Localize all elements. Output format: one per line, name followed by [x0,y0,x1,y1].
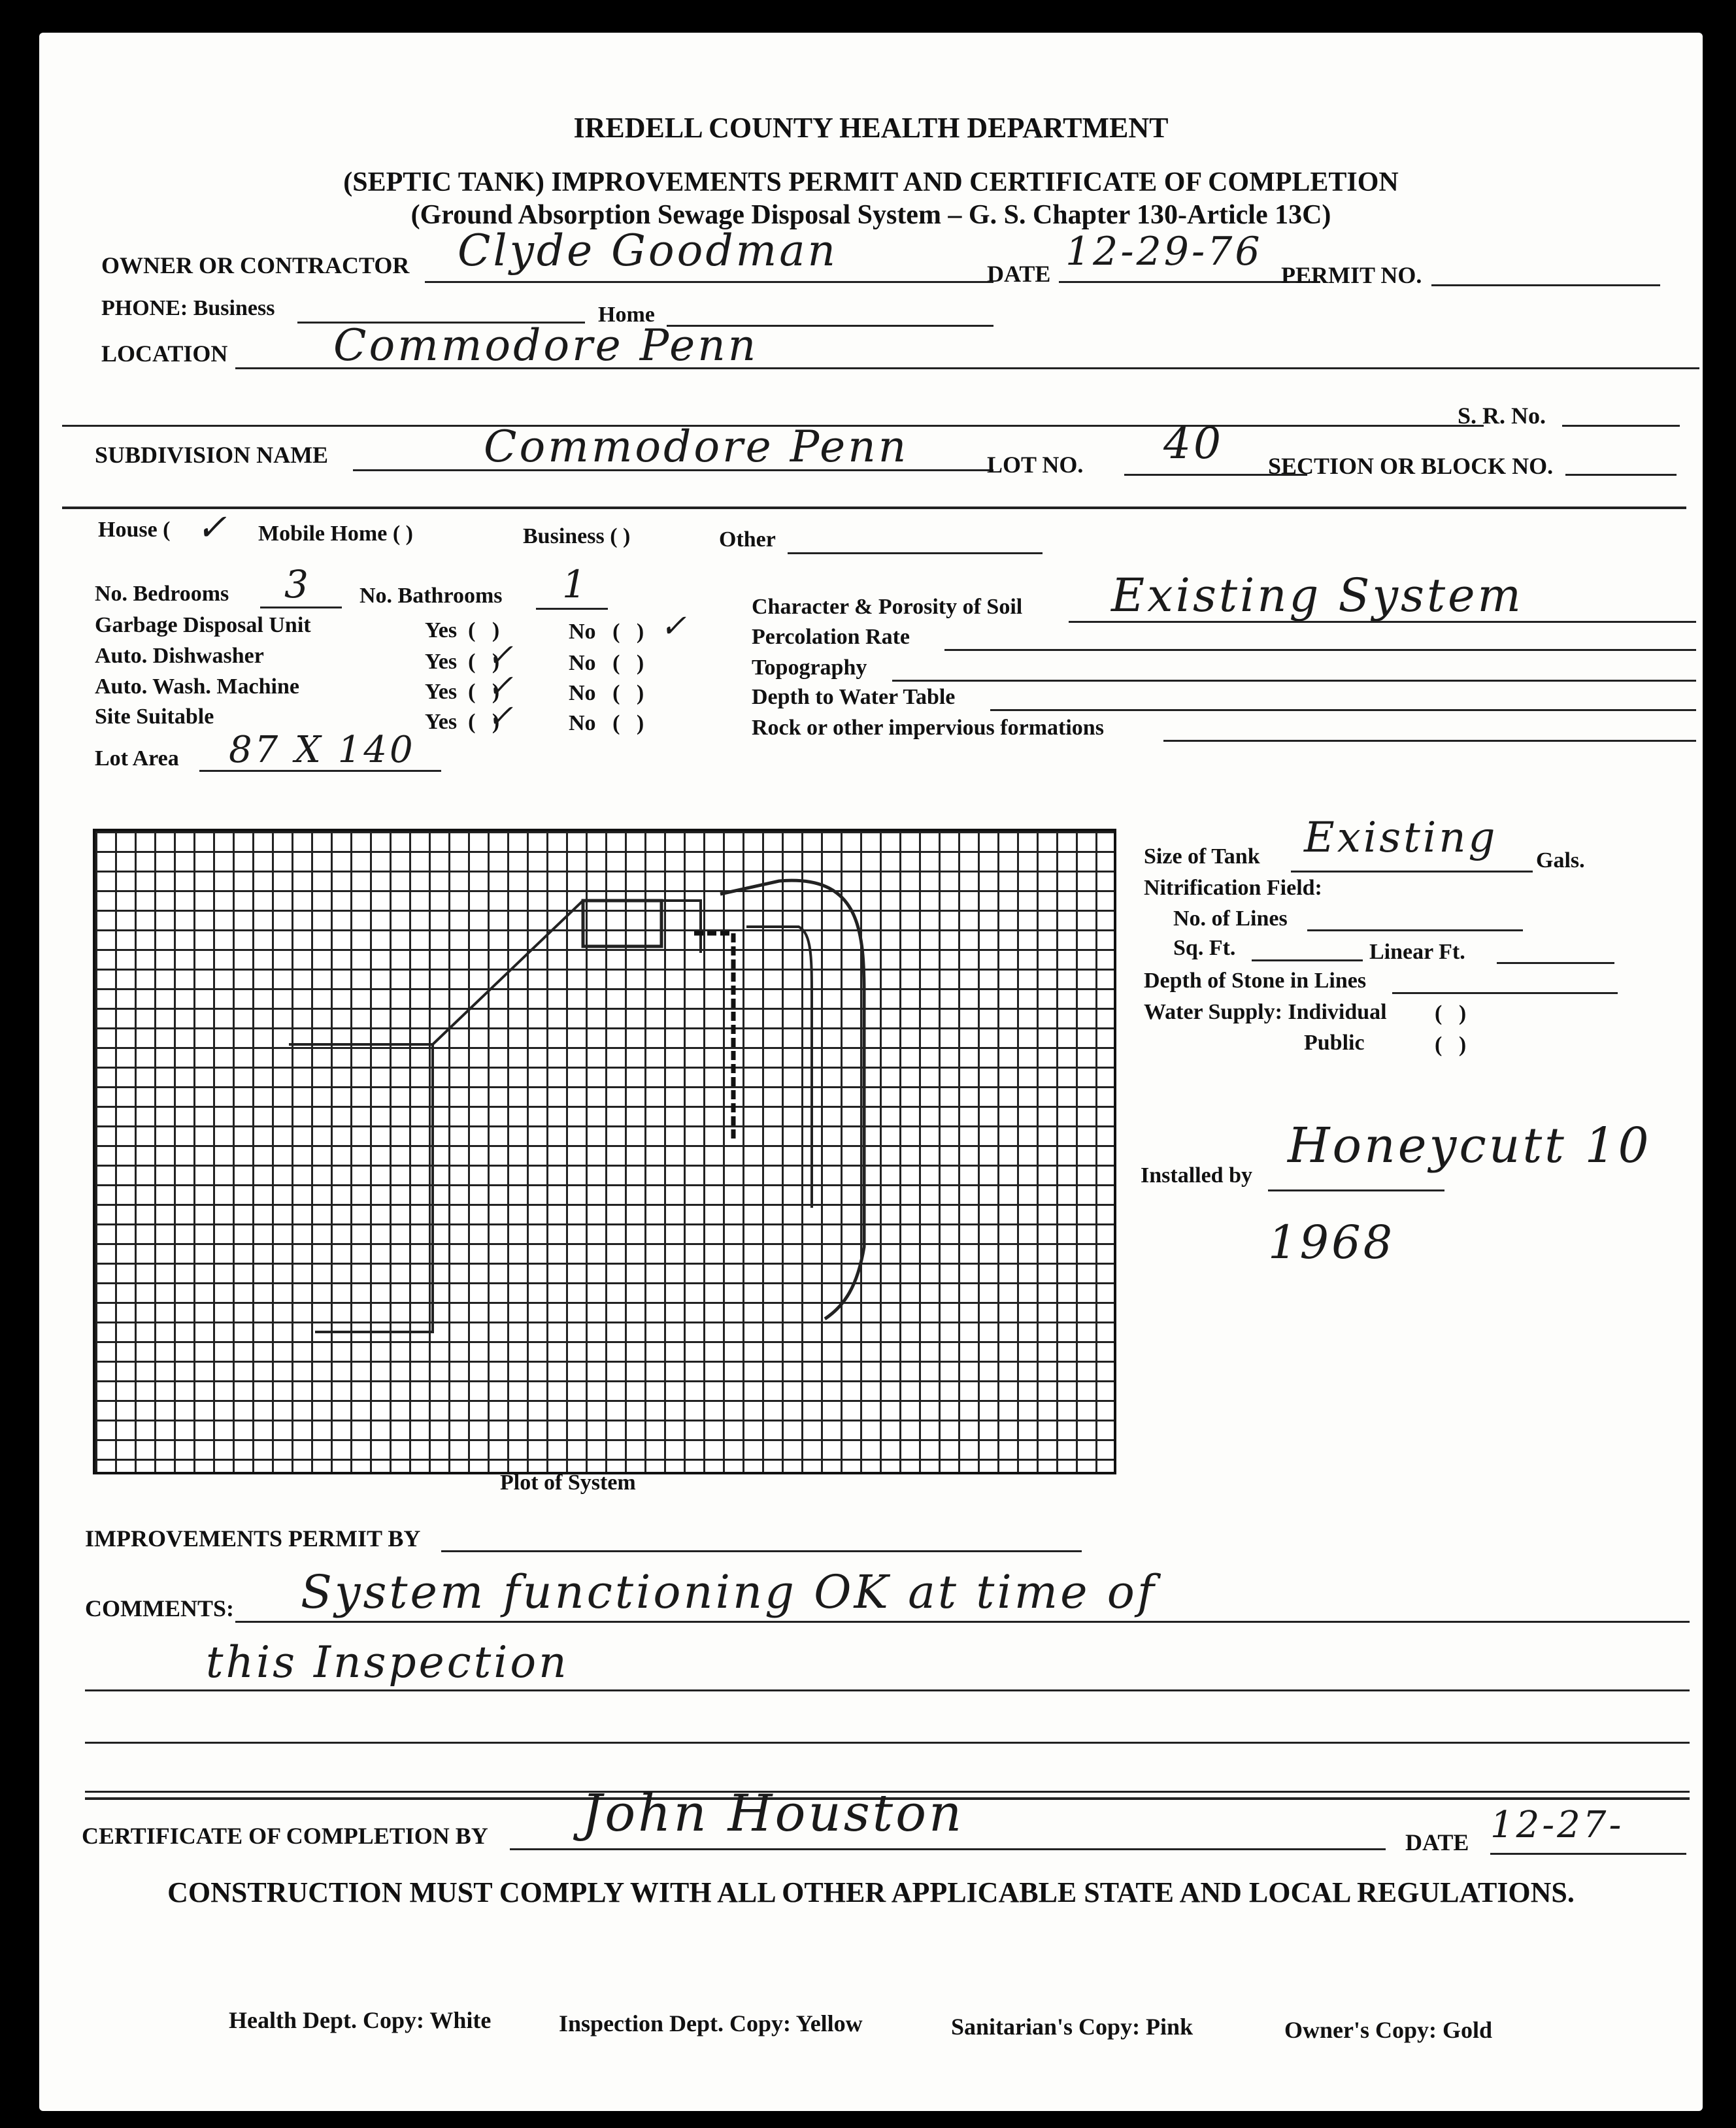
wash-machine-label: Auto. Wash. Machine [95,674,299,699]
compliance-notice: CONSTRUCTION MUST COMPLY WITH ALL OTHER APPLICABLE STATE AND LOCAL REGULATIONS. [167,1876,1575,1908]
site-suitable-label: Site Suitable [95,705,214,729]
subdivision-label: SUBDIVISION NAME [95,442,329,468]
lot-no-value: 40 [1163,418,1224,469]
bedrooms-line [260,607,342,608]
wash-yes: Yes ( ) [425,680,500,704]
sketch-left-outline [289,1044,433,1332]
no-label: No [569,620,596,644]
dishwasher-yes: Yes ( ) [425,650,500,674]
topography-label: Topography [752,656,867,680]
sqft-label: Sq. Ft. [1173,936,1236,960]
no-label: No [569,681,596,705]
form-subtitle: (Ground Absorption Sewage Disposal System – G. S. Chapter 130-Article 13C) [410,200,1331,230]
sketch-drain-line-2 [720,880,864,1319]
improvements-by-label: IMPROVEMENTS PERMIT BY [85,1525,421,1552]
inspector-signature: John Houston [582,1784,965,1843]
yes-label: Yes [425,680,458,704]
date2-line [1490,1853,1686,1855]
comments-line-1 [235,1621,1690,1623]
wash-yes-mark: ✓ [487,668,516,705]
house-label: House ( [98,518,171,542]
lines-label: No. of Lines [1173,906,1288,931]
installed-by-line [1268,1189,1444,1191]
sr-no-label: S. R. No. [1458,403,1546,429]
lot-no-label: LOT NO. [987,452,1084,478]
individual-checkbox: ( ) [1435,1001,1467,1025]
public-label: Public [1304,1031,1365,1055]
yes-label: Yes [425,710,458,734]
nitrification-label: Nitrification Field: [1144,876,1322,900]
tank-size-line [1291,871,1533,873]
no-label: No [569,711,596,735]
yes-label: Yes [425,618,458,642]
section-divider [62,507,1686,509]
tank-size-label: Size of Tank [1144,844,1260,869]
improvements-by-line [441,1550,1082,1552]
dishwasher-no: No ( ) [569,651,644,675]
bedrooms-value: 3 [284,562,311,607]
yes-label: Yes [425,650,458,674]
installed-by-value: Honeycutt 10 [1288,1118,1652,1174]
permit-no-line [1431,284,1660,286]
stone-depth-line [1392,992,1618,994]
dishwasher-yes-mark: ✓ [487,637,516,674]
date2-value: 12-27- [1490,1804,1624,1846]
gals-label: Gals. [1536,848,1585,873]
site-yes: Yes ( ) [425,710,500,734]
comments-line-2 [85,1689,1690,1691]
wash-no: No ( ) [569,681,644,705]
soil-label: Character & Porosity of Soil [752,595,1023,619]
sr-no-line [1562,425,1680,427]
garbage-no: No ( ) [569,620,644,644]
perc-line [944,649,1696,651]
owner-line [425,281,993,283]
other-label: Other [719,527,776,552]
bathrooms-line [536,608,608,610]
bathrooms-label: No. Bathrooms [359,584,503,608]
form-title: (SEPTIC TANK) IMPROVEMENTS PERMIT AND CERTIFICATE OF COMPLETION [343,167,1399,197]
soil-value: Existing System [1111,569,1524,622]
section-block-label: SECTION OR BLOCK NO. [1268,453,1554,479]
perc-label: Percolation Rate [752,625,910,649]
public-checkbox: ( ) [1435,1033,1467,1057]
rock-label: Rock or other impervious formations [752,716,1104,740]
comments-line-3 [85,1742,1690,1744]
section-block-line [1565,474,1677,476]
date-value: 12-29-76 [1065,229,1263,274]
copy-owner: Owner's Copy: Gold [1284,2017,1493,2043]
bathrooms-value: 1 [562,562,589,607]
home-label: Home [598,303,655,327]
garbage-yes: Yes ( ) [425,618,500,642]
business-label: Business ( ) [523,524,631,548]
owner-value: Clyde Goodman [458,225,839,276]
rock-line [1163,740,1696,742]
permit-form [39,33,1703,2111]
comments-label: COMMENTS: [85,1595,234,1621]
garbage-label: Garbage Disposal Unit [95,613,311,637]
copy-inspection-dept: Inspection Dept. Copy: Yellow [559,2010,863,2037]
lot-area-label: Lot Area [95,746,179,771]
installed-by-label: Installed by [1141,1163,1252,1188]
house-mark: ✓ [196,507,229,549]
installed-year-value: 1968 [1268,1216,1395,1269]
tank-size-value: Existing [1304,814,1498,862]
department-heading: IREDELL COUNTY HEALTH DEPARTMENT [573,112,1169,144]
plot-caption: Plot of System [500,1471,636,1495]
certificate-by-label: CERTIFICATE OF COMPLETION BY [82,1823,488,1849]
location-value: Commodore Penn [333,320,759,371]
certificate-by-line [510,1848,1386,1850]
copy-sanitarian: Sanitarian's Copy: Pink [951,2014,1194,2040]
sketch-tank [583,901,661,946]
lot-area-value: 87 X 140 [229,729,416,771]
no-label: No [569,651,596,675]
topography-line [892,680,1696,682]
mobile-home-label: Mobile Home ( ) [258,522,413,546]
sqft-line [1252,959,1363,961]
copy-health-dept: Health Dept. Copy: White [229,2007,492,2033]
linear-ft-label: Linear Ft. [1369,940,1465,964]
bedrooms-label: No. Bedrooms [95,582,229,606]
date-label: DATE [987,261,1051,287]
phone-label: PHONE: Business [101,296,275,320]
other-line [788,552,1043,554]
lines-line [1307,929,1523,931]
subdivision-value: Commodore Penn [484,422,909,472]
comments-line-1-value: System functioning OK at time of [301,1565,1157,1619]
dishwasher-label: Auto. Dishwasher [95,644,264,668]
sketch-drain-line-1 [694,933,733,1142]
site-no: No ( ) [569,711,644,735]
permit-no-label: PERMIT NO. [1281,262,1422,288]
owner-label: OWNER OR CONTRACTOR [101,252,410,278]
date2-label: DATE [1405,1829,1469,1855]
water-supply-label: Water Supply: Individual [1144,1000,1387,1024]
garbage-no-mark: ✓ [660,608,690,644]
site-yes-mark: ✓ [487,698,516,735]
water-table-label: Depth to Water Table [752,685,956,709]
water-table-line [990,709,1696,711]
stone-depth-label: Depth of Stone in Lines [1144,969,1367,993]
sketch-drain-line-3 [746,927,812,1208]
comments-line-2-value: this Inspection [206,1637,569,1687]
linear-ft-line [1497,962,1614,964]
location-label: LOCATION [101,341,228,367]
plot-sketch [93,829,1116,1474]
